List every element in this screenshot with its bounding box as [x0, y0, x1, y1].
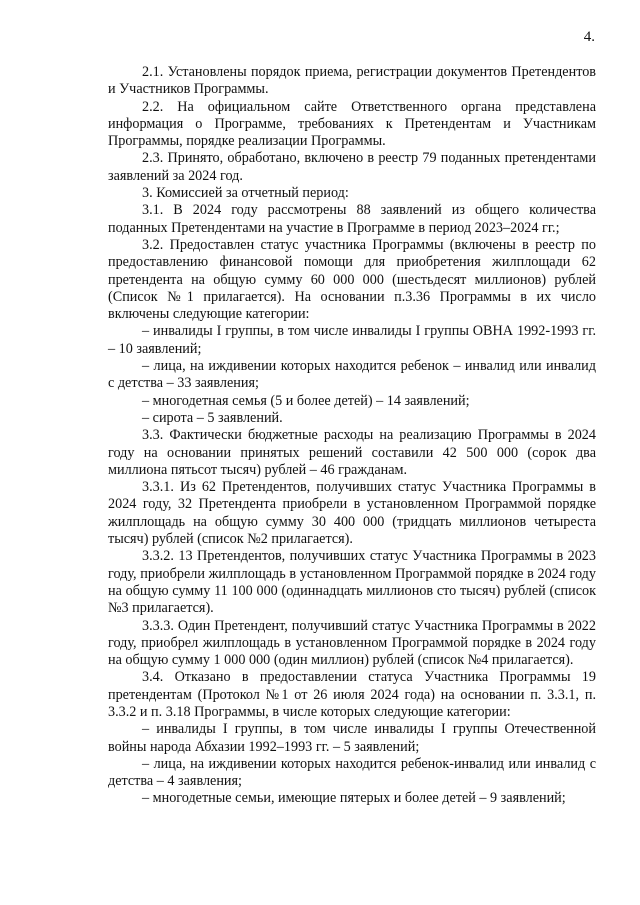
list-item-orphan: – сирота – 5 заявлений. — [142, 409, 283, 426]
paragraph-2-2: 2.2. На официальном сайте Ответственного органа представлена информация о Программе, требованиях к Претендентам и Участникам Программы, порядке реализации Программы. — [108, 98, 596, 150]
paragraph-3-4: 3.4. Отказано в предоставлении статуса Участника Программы 19 претендентам (Протокол №1 от 26 июля 2024 года) на основании п. 3.3.1, п. 3.3.2 и п. 3.18 Программы, в числе которых следующие категории: — [108, 669, 596, 720]
page-number: 4. — [583, 29, 595, 45]
paragraph-2-1: 2.1. Установлены порядок приема, регистрации документов Претендентов и Участников Программы. — [108, 64, 596, 98]
refusal-item-dependent-disabled-child: – лица, на иждивении которых находится ребенок-инвалид или инвалид с детства – 4 заявления; — [108, 755, 596, 790]
paragraph-3-1: 3.1. В 2024 году рассмотрены 88 заявлений из общего количества поданных Претендентами на участие в Программе в период 2023–2024 гг.; — [108, 202, 596, 236]
paragraph-3-3: 3.3. Фактически бюджетные расходы на реализацию Программы в 2024 году на основании принятых решений составили 42 500 000 (сорок два миллиона пятьсот тысяч) рублей – 46 гражданам. — [108, 427, 596, 478]
paragraph-3-3-1: 3.3.1. Из 62 Претендентов, получивших статус Участника Программы в 2024 году, 32 Претендента приобрели в установленном Программой порядке жилплощадь на общую сумму 30 400 000 (тридцать миллионов четыреста тысяч) рублей (список №2 прилагается). — [108, 479, 596, 548]
refusal-item-large-family: – многодетные семьи, имеющие пятерых и более детей – 9 заявлений; — [142, 790, 566, 807]
document-body — [108, 64, 596, 808]
paragraph-2-3: 2.3. Принято, обработано, включено в реестр 79 поданных претендентами заявлений за 2024 год. — [108, 150, 596, 184]
paragraph-3: 3. Комиссией за отчетный период: — [142, 185, 349, 202]
list-item-large-family: – многодетная семья (5 и более детей) – 14 заявлений; — [142, 392, 470, 409]
list-item-disabled-group-1: – инвалиды I группы, в том числе инвалиды I группы ОВНА 1992-1993 гг. – 10 заявлений; — [108, 323, 596, 357]
list-item-dependent-disabled-child: – лица, на иждивении которых находится ребенок – инвалид или инвалид с детства – 33 заявления; — [108, 358, 596, 392]
paragraph-3-3-2: 3.3.2. 13 Претендентов, получивших статус Участника Программы в 2023 году, приобрели жилплощадь в установленном Программой порядке в 2024 году на общую сумму 11 100 000 (одиннадцать миллионов сто тысяч) рублей (список №3 прилагается). — [108, 548, 596, 617]
paragraph-3-3-3: 3.3.3. Один Претендент, получивший статус Участника Программы в 2022 году, приобрел жилплощадь в установленном Программой порядке в 2024 году на общую сумму 1 000 000 (один миллион) рублей (список №4 прилагается). — [108, 617, 596, 669]
paragraph-3-2: 3.2. Предоставлен статус участника Программы (включены в реестр по предоставлению финансовой помощи для приобретения жилплощади 62 претендента на общую сумму 60 000 000 (шестьдесят миллионов) рублей (Список №1 прилагается). На основании п.3.36 Программы в их число включены следующие категории: — [108, 236, 596, 323]
refusal-item-disabled-group-1: – инвалиды I группы, в том числе инвалиды I группы Отечественной войны народа Абхазии 1992–1993 гг. – 5 заявлений; — [108, 721, 596, 755]
